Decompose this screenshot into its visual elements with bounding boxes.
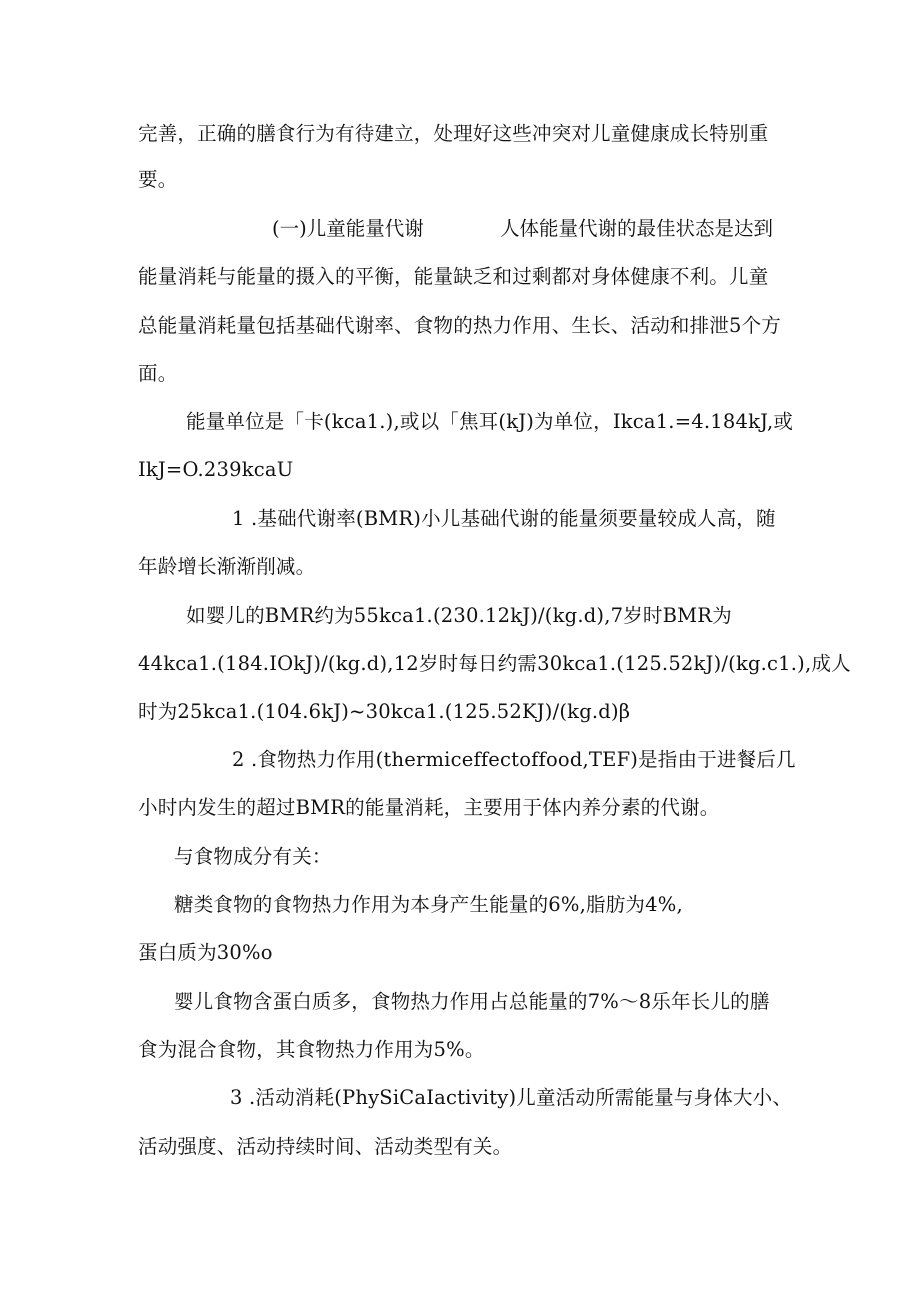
paragraph-line: 糖类食物的食物热力作用为本身产生能量的6%,脂肪为4%, <box>174 893 683 916</box>
paragraph-line: 44kca1.(184.IOkJ)/(kg.d),12岁时每日约需30kca1.(125.52kJ)/(kg.c1.),成人 <box>138 652 851 675</box>
list-item-bmr: 1 .基础代谢率(BMR)小儿基础代谢的能量须要量较成人高，随 <box>232 507 776 530</box>
paragraph-line: 面。 <box>138 362 178 385</box>
paragraph-line: 小时内发生的超过BMR的能量消耗，主要用于体内养分素的代谢。 <box>138 796 720 819</box>
paragraph-line: 要。 <box>138 168 178 191</box>
paragraph-line: 能量单位是「卡(kca1.),或以「焦耳(kJ)为单位，Ikca1.=4.184kJ,或 <box>186 410 794 433</box>
list-item-activity: 3 .活动消耗(PhySiCaIactivity)儿童活动所需能量与身体大小、 <box>230 1086 793 1109</box>
paragraph-line: 人体能量代谢的最佳状态是达到 <box>500 217 774 240</box>
paragraph-line: 能量消耗与能量的摄入的平衡，能量缺乏和过剩都对身体健康不利。儿童 <box>138 265 769 288</box>
paragraph-line: 总能量消耗量包括基础代谢率、食物的热力作用、生长、活动和排泄5个方 <box>138 314 782 337</box>
paragraph-line: 婴儿食物含蛋白质多，食物热力作用占总能量的7%～8乐年长儿的膳 <box>174 990 770 1013</box>
paragraph-line: 完善，正确的膳食行为有待建立，处理好这些冲突对儿童健康成长特别重 <box>138 122 769 145</box>
paragraph-line: 时为25kca1.(104.6kJ)~30kca1.(125.52KJ)/(kg.d)β <box>138 700 631 723</box>
paragraph-line: 如婴儿的BMR约为55kca1.(230.12kJ)/(kg.d),7岁时BMR为 <box>186 604 732 627</box>
section-heading: (一)儿童能量代谢 <box>272 217 424 240</box>
paragraph-line: 活动强度、活动持续时间、活动类型有关。 <box>138 1135 513 1158</box>
paragraph-line: IkJ=O.239kcaU <box>138 458 294 481</box>
list-item-tef: 2 .食物热力作用(thermiceffectoffood,TEF)是指由于进餐后几 <box>232 748 796 771</box>
paragraph-line: 与食物成分有关： <box>174 845 332 868</box>
paragraph-line: 食为混合食物，其食物热力作用为5%。 <box>138 1038 485 1061</box>
paragraph-line: 蛋白质为30%o <box>138 941 273 964</box>
paragraph-line: 年龄增长渐渐削减。 <box>138 555 316 578</box>
